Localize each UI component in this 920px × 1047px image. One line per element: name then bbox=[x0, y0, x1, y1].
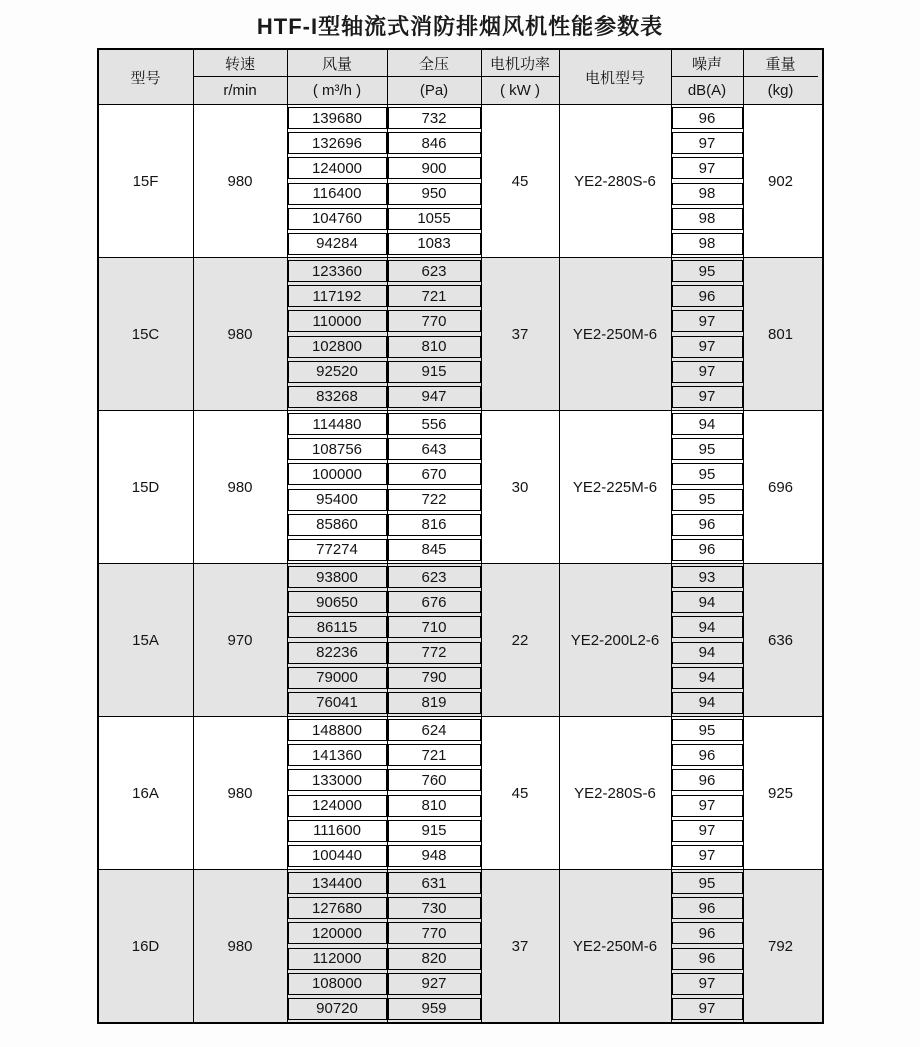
airflow-value-cell: 110000 bbox=[288, 310, 387, 332]
table-header bbox=[99, 50, 822, 105]
motor-model-cell: YE2-280S-6 bbox=[560, 717, 672, 869]
pressure-value-cell: 643 bbox=[388, 438, 481, 460]
pressure-value-cell: 721 bbox=[388, 744, 481, 766]
airflow-value-cell: 124000 bbox=[288, 157, 387, 179]
pressure-column bbox=[388, 258, 482, 410]
pressure-value-cell: 819 bbox=[388, 692, 481, 714]
noise-value-cell: 97 bbox=[672, 361, 743, 383]
noise-value-cell: 97 bbox=[672, 820, 743, 842]
airflow-value-cell: 132696 bbox=[288, 132, 387, 154]
noise-value-cell: 94 bbox=[672, 616, 743, 638]
airflow-value-cell: 77274 bbox=[288, 539, 387, 561]
header-power-label: 电机功率 bbox=[482, 50, 559, 77]
pressure-value-cell: 772 bbox=[388, 642, 481, 664]
pressure-value-cell: 810 bbox=[388, 336, 481, 358]
pressure-value-cell: 770 bbox=[388, 310, 481, 332]
model-cell: 16A bbox=[99, 717, 194, 869]
noise-value-cell: 96 bbox=[672, 107, 743, 129]
pressure-value-cell: 623 bbox=[388, 566, 481, 588]
airflow-value-cell: 114480 bbox=[288, 413, 387, 435]
noise-value-cell: 97 bbox=[672, 386, 743, 408]
weight-cell: 636 bbox=[767, 631, 794, 649]
model-group-row bbox=[99, 563, 822, 716]
noise-value-cell: 96 bbox=[672, 285, 743, 307]
pressure-value-cell: 947 bbox=[388, 386, 481, 408]
pressure-value-cell: 948 bbox=[388, 845, 481, 867]
airflow-value-cell: 116400 bbox=[288, 183, 387, 205]
airflow-value-cell: 108000 bbox=[288, 973, 387, 995]
pressure-value-cell: 670 bbox=[388, 463, 481, 485]
performance-table bbox=[97, 48, 824, 1024]
model-group-row bbox=[99, 869, 822, 1022]
pressure-column bbox=[388, 870, 482, 1022]
noise-value-cell: 98 bbox=[672, 183, 743, 205]
pressure-value-cell: 624 bbox=[388, 719, 481, 741]
airflow-column bbox=[288, 258, 388, 410]
model-group-row bbox=[99, 410, 822, 563]
speed-cell: 980 bbox=[194, 411, 288, 563]
power-cell: 45 bbox=[482, 105, 560, 257]
weight-cell: 925 bbox=[767, 784, 794, 802]
model-cell: 16D bbox=[99, 870, 194, 1022]
pressure-column bbox=[388, 411, 482, 563]
pressure-value-cell: 623 bbox=[388, 260, 481, 282]
page-title: HTF-I型轴流式消防排烟风机性能参数表 bbox=[256, 14, 664, 39]
header-speed-unit: r/min bbox=[223, 82, 257, 99]
speed-cell: 980 bbox=[194, 870, 288, 1022]
airflow-value-cell: 95400 bbox=[288, 489, 387, 511]
model-cell: 15A bbox=[99, 564, 194, 716]
noise-column bbox=[672, 564, 744, 716]
header-airflow-label: 风量 bbox=[288, 50, 387, 77]
airflow-value-cell: 139680 bbox=[288, 107, 387, 129]
header-model: 型号 bbox=[99, 50, 194, 104]
speed-cell: 980 bbox=[194, 258, 288, 410]
noise-value-cell: 97 bbox=[672, 795, 743, 817]
airflow-value-cell: 117192 bbox=[288, 285, 387, 307]
speed-cell: 980 bbox=[194, 717, 288, 869]
airflow-value-cell: 92520 bbox=[288, 361, 387, 383]
airflow-value-cell: 83268 bbox=[288, 386, 387, 408]
pressure-value-cell: 950 bbox=[388, 183, 481, 205]
airflow-column bbox=[288, 564, 388, 716]
airflow-column bbox=[288, 411, 388, 563]
model-cell: 15F bbox=[99, 105, 194, 257]
weight-cell: 902 bbox=[767, 172, 794, 190]
airflow-value-cell: 86115 bbox=[288, 616, 387, 638]
pressure-value-cell: 900 bbox=[388, 157, 481, 179]
noise-value-cell: 94 bbox=[672, 413, 743, 435]
pressure-value-cell: 915 bbox=[388, 361, 481, 383]
noise-value-cell: 97 bbox=[672, 157, 743, 179]
airflow-value-cell: 104760 bbox=[288, 208, 387, 230]
header-speed-label: 转速 bbox=[194, 50, 287, 77]
power-cell: 30 bbox=[482, 411, 560, 563]
airflow-value-cell: 90720 bbox=[288, 998, 387, 1020]
noise-value-cell: 94 bbox=[672, 591, 743, 613]
airflow-column bbox=[288, 870, 388, 1022]
header-pressure-unit: (Pa) bbox=[419, 82, 449, 99]
airflow-value-cell: 134400 bbox=[288, 872, 387, 894]
airflow-value-cell: 76041 bbox=[288, 692, 387, 714]
pressure-value-cell: 816 bbox=[388, 514, 481, 536]
noise-value-cell: 94 bbox=[672, 667, 743, 689]
header-motor-model: 电机型号 bbox=[560, 50, 672, 104]
noise-value-cell: 94 bbox=[672, 642, 743, 664]
power-cell: 45 bbox=[482, 717, 560, 869]
noise-value-cell: 97 bbox=[672, 310, 743, 332]
airflow-value-cell: 102800 bbox=[288, 336, 387, 358]
noise-value-cell: 97 bbox=[672, 845, 743, 867]
airflow-value-cell: 123360 bbox=[288, 260, 387, 282]
model-cell: 15D bbox=[99, 411, 194, 563]
pressure-value-cell: 959 bbox=[388, 998, 481, 1020]
airflow-value-cell: 100440 bbox=[288, 845, 387, 867]
noise-value-cell: 95 bbox=[672, 489, 743, 511]
noise-value-cell: 95 bbox=[672, 463, 743, 485]
header-noise-label: 噪声 bbox=[672, 50, 743, 77]
motor-model-cell: YE2-280S-6 bbox=[560, 105, 672, 257]
header-weight-unit: (kg) bbox=[767, 82, 794, 99]
noise-value-cell: 96 bbox=[672, 948, 743, 970]
noise-column bbox=[672, 258, 744, 410]
pressure-value-cell: 915 bbox=[388, 820, 481, 842]
motor-model-cell: YE2-200L2-6 bbox=[560, 564, 672, 716]
power-cell: 37 bbox=[482, 870, 560, 1022]
airflow-value-cell: 112000 bbox=[288, 948, 387, 970]
airflow-column bbox=[288, 105, 388, 257]
model-cell: 15C bbox=[99, 258, 194, 410]
airflow-value-cell: 79000 bbox=[288, 667, 387, 689]
pressure-value-cell: 730 bbox=[388, 897, 481, 919]
header-pressure-label: 全压 bbox=[388, 50, 481, 77]
airflow-value-cell: 93800 bbox=[288, 566, 387, 588]
airflow-value-cell: 120000 bbox=[288, 922, 387, 944]
airflow-value-cell: 133000 bbox=[288, 769, 387, 791]
noise-value-cell: 97 bbox=[672, 998, 743, 1020]
airflow-value-cell: 90650 bbox=[288, 591, 387, 613]
pressure-value-cell: 790 bbox=[388, 667, 481, 689]
noise-value-cell: 96 bbox=[672, 539, 743, 561]
pressure-value-cell: 631 bbox=[388, 872, 481, 894]
motor-model-cell: YE2-250M-6 bbox=[560, 870, 672, 1022]
model-group-row bbox=[99, 716, 822, 869]
noise-column bbox=[672, 870, 744, 1022]
noise-value-cell: 96 bbox=[672, 744, 743, 766]
airflow-value-cell: 141360 bbox=[288, 744, 387, 766]
model-group-row bbox=[99, 257, 822, 410]
airflow-value-cell: 82236 bbox=[288, 642, 387, 664]
power-cell: 37 bbox=[482, 258, 560, 410]
header-speed bbox=[194, 50, 288, 104]
pressure-column bbox=[388, 105, 482, 257]
noise-value-cell: 95 bbox=[672, 872, 743, 894]
noise-value-cell: 96 bbox=[672, 514, 743, 536]
noise-value-cell: 98 bbox=[672, 208, 743, 230]
airflow-value-cell: 94284 bbox=[288, 233, 387, 255]
pressure-column bbox=[388, 717, 482, 869]
model-group-row bbox=[99, 105, 822, 257]
header-weight bbox=[744, 50, 818, 104]
header-power bbox=[482, 50, 560, 104]
noise-value-cell: 97 bbox=[672, 973, 743, 995]
header-airflow bbox=[288, 50, 388, 104]
noise-column bbox=[672, 411, 744, 563]
airflow-value-cell: 127680 bbox=[288, 897, 387, 919]
noise-value-cell: 98 bbox=[672, 233, 743, 255]
airflow-value-cell: 85860 bbox=[288, 514, 387, 536]
pressure-value-cell: 676 bbox=[388, 591, 481, 613]
airflow-value-cell: 148800 bbox=[288, 719, 387, 741]
noise-value-cell: 95 bbox=[672, 260, 743, 282]
motor-model-cell: YE2-225M-6 bbox=[560, 411, 672, 563]
pressure-value-cell: 820 bbox=[388, 948, 481, 970]
pressure-column bbox=[388, 564, 482, 716]
airflow-value-cell: 100000 bbox=[288, 463, 387, 485]
noise-value-cell: 96 bbox=[672, 922, 743, 944]
noise-column bbox=[672, 105, 744, 257]
header-noise bbox=[672, 50, 744, 104]
table-body bbox=[99, 105, 822, 1022]
airflow-value-cell: 108756 bbox=[288, 438, 387, 460]
header-power-unit: ( kW ) bbox=[500, 82, 540, 99]
noise-value-cell: 97 bbox=[672, 132, 743, 154]
noise-column bbox=[672, 717, 744, 869]
power-cell: 22 bbox=[482, 564, 560, 716]
pressure-value-cell: 556 bbox=[388, 413, 481, 435]
speed-cell: 970 bbox=[194, 564, 288, 716]
weight-cell: 792 bbox=[767, 937, 794, 955]
pressure-value-cell: 721 bbox=[388, 285, 481, 307]
header-airflow-unit: ( m³/h ) bbox=[312, 82, 362, 99]
airflow-value-cell: 124000 bbox=[288, 795, 387, 817]
noise-value-cell: 95 bbox=[672, 719, 743, 741]
noise-value-cell: 95 bbox=[672, 438, 743, 460]
pressure-value-cell: 1083 bbox=[388, 233, 481, 255]
pressure-value-cell: 810 bbox=[388, 795, 481, 817]
noise-value-cell: 97 bbox=[672, 336, 743, 358]
motor-model-cell: YE2-250M-6 bbox=[560, 258, 672, 410]
header-pressure bbox=[388, 50, 482, 104]
pressure-value-cell: 732 bbox=[388, 107, 481, 129]
pressure-value-cell: 927 bbox=[388, 973, 481, 995]
speed-cell: 980 bbox=[194, 105, 288, 257]
noise-value-cell: 94 bbox=[672, 692, 743, 714]
weight-cell: 801 bbox=[767, 325, 794, 343]
noise-value-cell: 93 bbox=[672, 566, 743, 588]
pressure-value-cell: 722 bbox=[388, 489, 481, 511]
header-noise-unit: dB(A) bbox=[687, 82, 727, 99]
pressure-value-cell: 770 bbox=[388, 922, 481, 944]
header-weight-label: 重量 bbox=[744, 50, 818, 77]
pressure-value-cell: 1055 bbox=[388, 208, 481, 230]
airflow-column bbox=[288, 717, 388, 869]
pressure-value-cell: 710 bbox=[388, 616, 481, 638]
airflow-value-cell: 111600 bbox=[288, 820, 387, 842]
pressure-value-cell: 846 bbox=[388, 132, 481, 154]
weight-cell: 696 bbox=[767, 478, 794, 496]
pressure-value-cell: 760 bbox=[388, 769, 481, 791]
pressure-value-cell: 845 bbox=[388, 539, 481, 561]
noise-value-cell: 96 bbox=[672, 769, 743, 791]
noise-value-cell: 96 bbox=[672, 897, 743, 919]
